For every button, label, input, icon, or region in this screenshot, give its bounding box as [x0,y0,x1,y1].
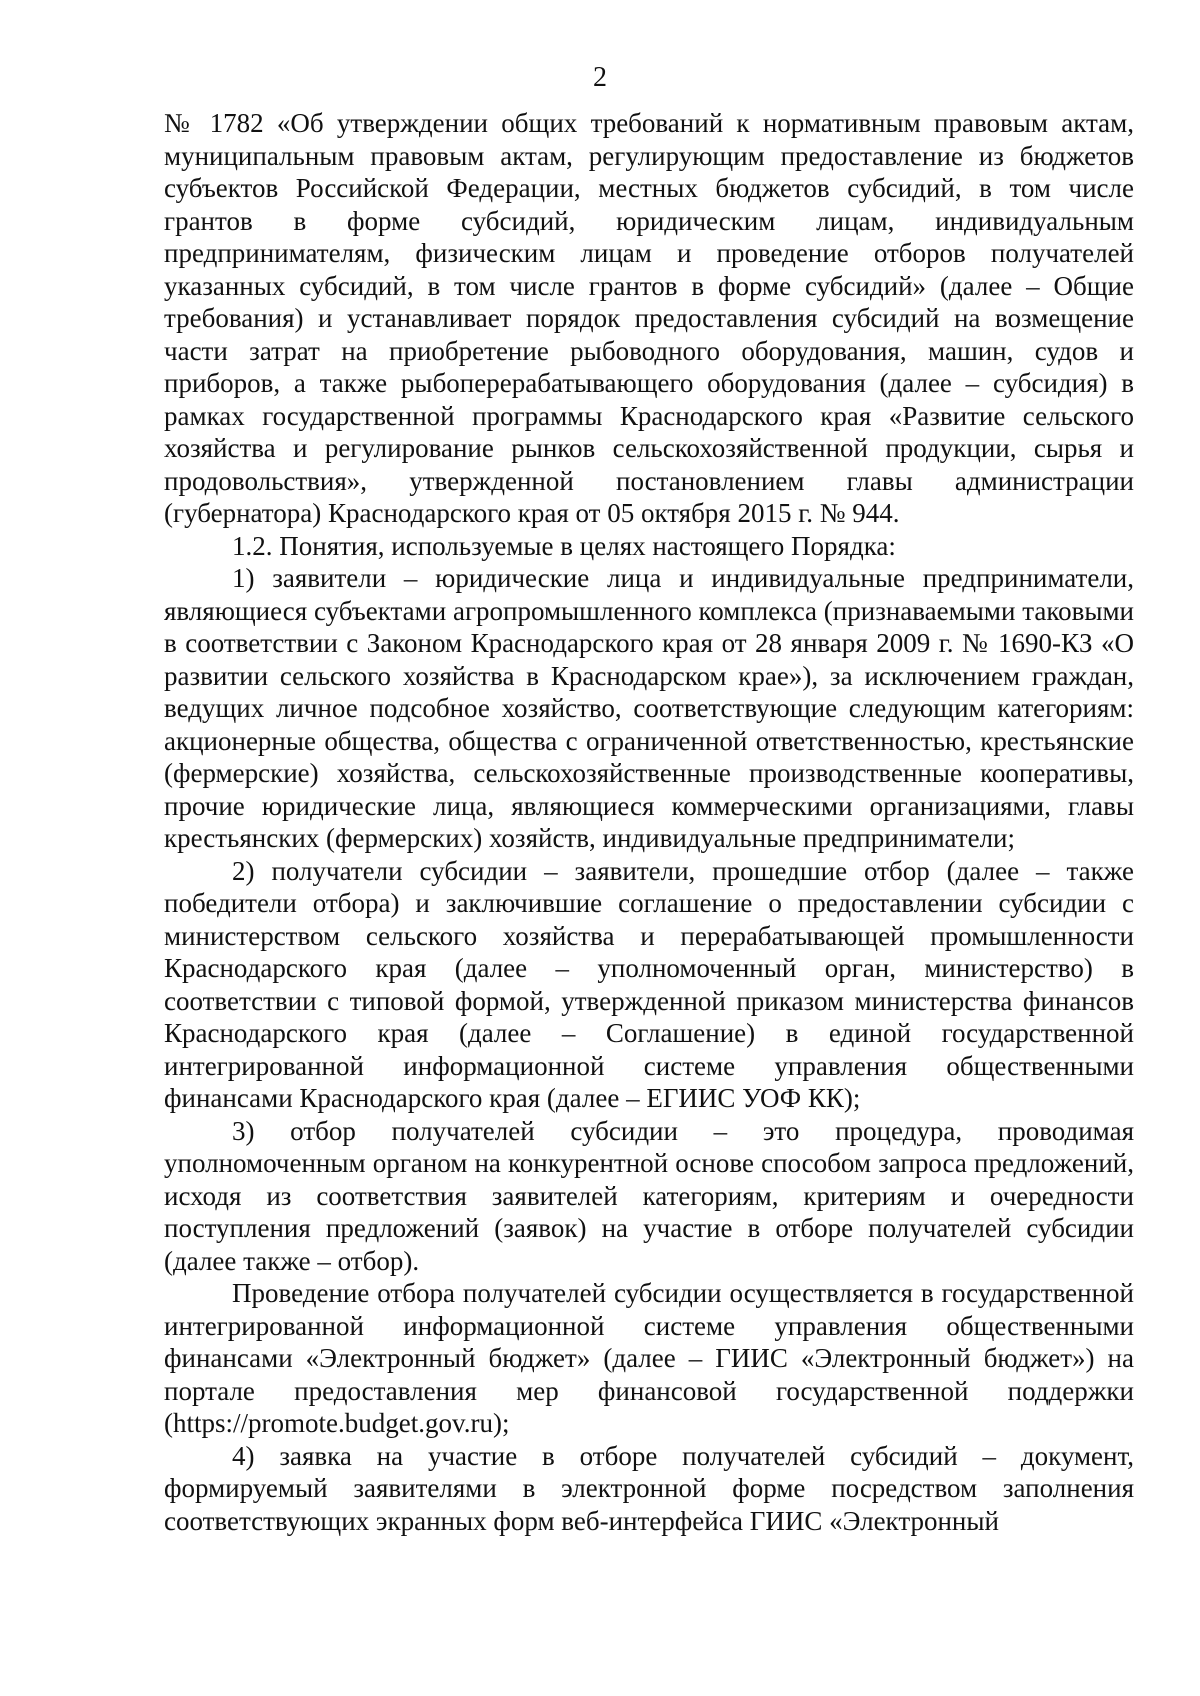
paragraph-item-3-selection: 3) отбор получателей субсидии – это процедура, проводимая уполномоченным органом на конкурентной основе способом запроса предложений, исходя из соответствия заявителей категориям, критериям и очередности поступления предложений (заявок) на участие в отборе получателей субсидии (далее также – отбор). [164,1115,1134,1276]
paragraph-general-requirements-intro: № 1782 «Об утверждении общих требований к нормативным правовым актам, муниципальным правовым актам, регулирующим предоставление из бюджетов субъектов Российской Федерации, местных бюджетов субсидий, в том числе грантов в форме субсидий, юридическим лицам, индивидуальным предпринимателям, физическим лицам и проведение отборов получателей указанных субсидий, в том числе грантов в форме субсидий» (далее – Общие требования) и устанавливает порядок предоставления субсидий на возмещение части затрат на приобретение рыбоводного оборудования, машин, судов и приборов, а также рыбоперерабатывающего оборудования (далее – субсидия) в рамках государственной программы Краснодарского края «Развитие сельского хозяйства и регулирование рынков сельскохозяйственной продукции, сырья и продовольствия», утвержденной постановлением главы администрации (губернатора) Краснодарского края от 05 октября 2015 г. № 944. [164,108,1134,528]
document-body [164,107,1134,1537]
paragraph-item-4-application: 4) заявка на участие в отборе получателей субсидий – документ, формируемый заявителями в электронной форме посредством заполнения соответствующих экранных форм веб-интерфейса ГИИС «Электронный [164,1440,1134,1536]
page-number: 2 [593,62,607,93]
paragraph-selection-procedure: Проведение отбора получателей субсидии осуществляется в государственной интегрированной информационной системе управления общественными финансами «Электронный бюджет» (далее – ГИИС «Электронный бюджет») на портале предоставления мер финансовой государственной поддержки (https://promote.budget.gov.ru); [164,1278,1134,1438]
paragraph-item-1-applicants: 1) заявители – юридические лица и индивидуальные предприниматели, являющиеся субъектами агропромышленного комплекса (признаваемыми таковыми в соответствии с Законом Краснодарского края от 28 января 2009 г. № 1690-КЗ «О развитии сельского хозяйства в Краснодарском крае»), за исключением граждан, ведущих личное подсобное хозяйство, соответствующие следующим категориям: акционерные общества, общества с ограниченной ответственностью, крестьянские (фермерские) хозяйства, сельскохозяйственные производственные кооперативы, прочие юридические лица, являющиеся коммерческими организациями, главы крестьянских (фермерских) хозяйств, индивидуальные предприниматели; [164,563,1134,853]
paragraph-item-2-recipients: 2) получатели субсидии – заявители, прошедшие отбор (далее – также победители отбора) и заключившие соглашение о предоставлении субсидии с министерством сельского хозяйства и перерабатывающей промышленности Краснодарского края (далее – уполномоченный орган, министерство) в соответствии с типовой формой, утвержденной приказом министерства финансов Краснодарского края (далее – Соглашение) в единой государственной интегрированной информационной системе управления общественными финансами Краснодарского края (далее – ЕГИИС УОФ КК); [164,855,1134,1113]
paragraph-section-1-2-heading: 1.2. Понятия, используемые в целях настоящего Порядка: [232,530,896,561]
